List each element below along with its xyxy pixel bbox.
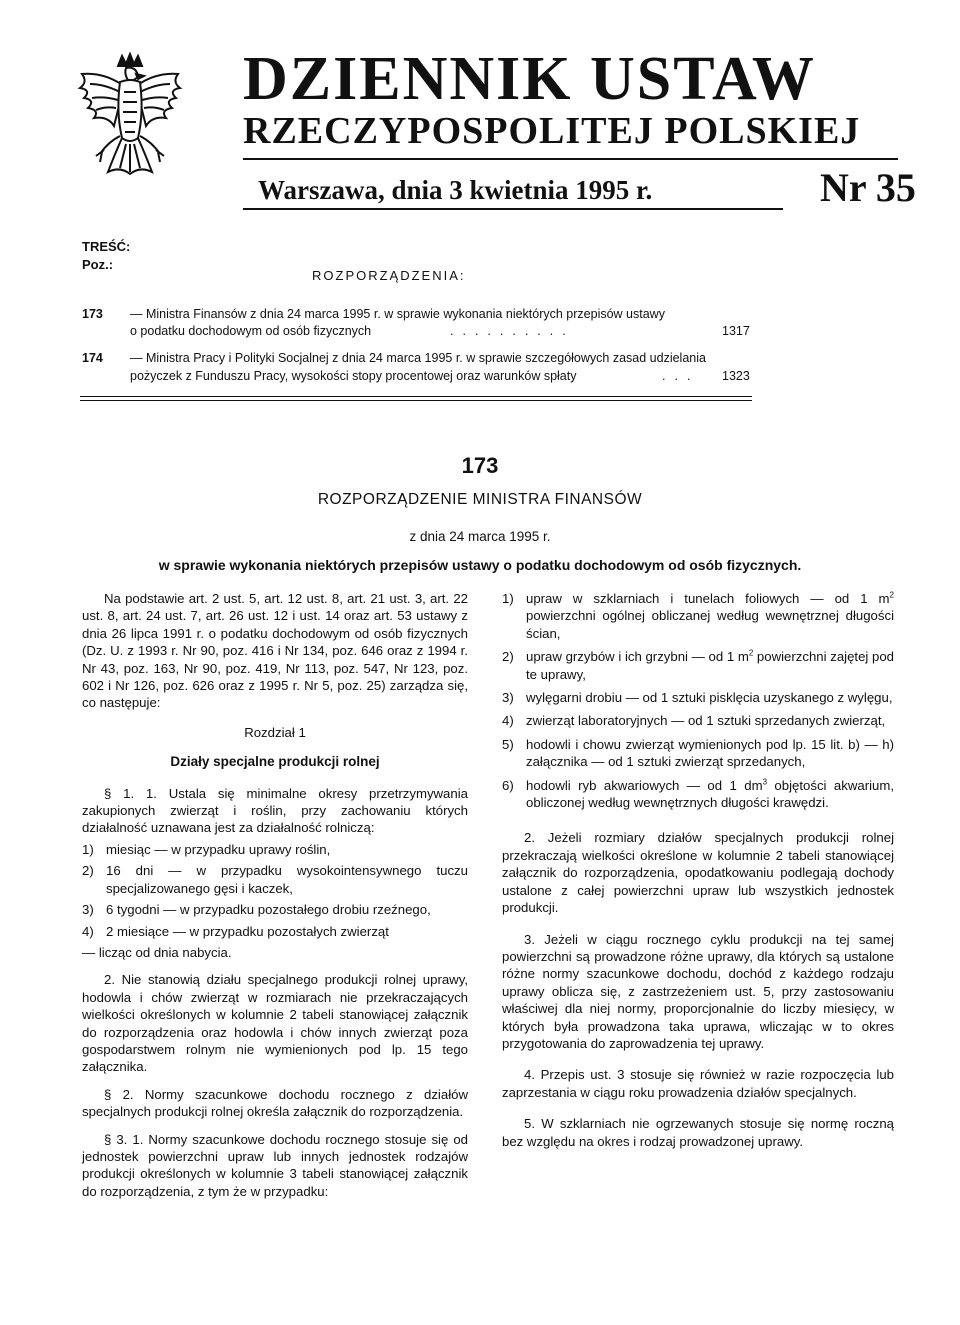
act-date: z dnia 24 marca 1995 r. (409, 529, 551, 544)
unit-exponent: 3 (762, 777, 768, 787)
entry-text-line2: pożyczek z Funduszu Pracy, wysokości stopy procentowej oraz warunków spłaty (130, 369, 577, 383)
entry-number: 174 (82, 351, 103, 365)
chapter-title: Działy specjalne produkcji rolnej (170, 754, 380, 770)
list-item-text: upraw w szklarniach i tunelach foliowych — od 1 m (526, 591, 890, 606)
list-item (502, 712, 894, 729)
list-item (502, 689, 894, 706)
entry-text-line1: — Ministra Finansów z dnia 24 marca 1995 r. w sprawie wykonania niektórych przepisów ustawy (130, 307, 665, 321)
list-item-text: wylęgarni drobiu — od 1 sztuki pisklęcia uzyskanego z wylęgu, (526, 690, 893, 706)
list-item-text-cont: powierzchni zajętej pod te uprawy, (526, 649, 895, 682)
list-item-text: miesiąc — w przypadku uprawy roślin, (106, 841, 331, 857)
right-column (502, 590, 894, 1150)
list-item-text-cont: objętości akwarium, obliczonej według wewnętrznych długości krawędzi. (526, 777, 894, 811)
list-item-number: 5) (502, 736, 514, 752)
list-item (82, 862, 468, 897)
list-item (82, 901, 468, 918)
masthead-rule (243, 158, 898, 160)
paragraph-4: 4. Przepis ust. 3 stosuje się również w razie rozpoczęcia lub zaprzestania w ciągu roku prowadzenia działów specjalnych. (502, 1067, 894, 1100)
list-item-text: upraw grzybów i ich grzybni — od 1 m (526, 649, 749, 665)
entry-leader-dots: .......... (450, 324, 575, 338)
list-item (502, 648, 894, 683)
list-item-number: 2) (82, 863, 94, 879)
list-item-number: 4) (502, 713, 514, 729)
entry-number: 173 (82, 307, 103, 321)
list-item (502, 777, 894, 812)
act-subject: w sprawie wykonania niektórych przepisów ustawy o podatku dochodowym od osób fizycznych. (158, 557, 802, 573)
chapter-number: Rozdział 1 (244, 724, 306, 740)
list-item (502, 736, 894, 771)
list-item (502, 590, 894, 642)
list-item-number: 1) (502, 591, 514, 606)
list-item-text: 2 miesiące — w przypadku pozostałych zwierząt (106, 923, 389, 939)
left-column (82, 590, 468, 1200)
preamble: Na podstawie art. 2 ust. 5, art. 12 ust. 8, art. 21 ust. 3, art. 22 ust. 8, art. 24 ust. 7, art. 26 ust. 12 i ust. 14 oraz art. 53 ustawy z dnia 26 lipca 1991 r. o podatku dochodowym od osób fizycznych (Dz. U. z 1993 r. Nr 90, poz. 416 i Nr 134, poz. 646 oraz z 1994 r. Nr 43, poz. 163, Nr 90, poz. 419, Nr 113, poz. 547, Nr 123, poz. 602 i Nr 126, poz. 626 oraz z 1995 r. Nr 5, poz. 25) zarządza się, co następuje: (82, 591, 468, 711)
list-item-number: 1) (82, 841, 94, 857)
list-item-number: 3) (82, 902, 94, 918)
list-item-text-cont: powierzchni ogólnej obliczanej według wewnętrznej długości ścian, (526, 608, 894, 641)
act-title: ROZPORZĄDZENIE MINISTRA FINANSÓW (317, 491, 643, 508)
paragraph-5: 5. W szklarniach nie ogrzewanych stosuje się normę roczną bez względu na okres i rodzaj prowadzonej uprawy. (502, 1116, 894, 1149)
list-item-text: 16 dni — w przypadku wysokointensywnego tuczu specjalizowanego gęsi i kaczek, (106, 863, 468, 896)
list-item-text: zwierząt laboratoryjnych — od 1 sztuki sprzedanych zwierząt, (526, 713, 886, 729)
position-label: Poz.: (82, 257, 114, 272)
list-item-text: hodowli i chowu zwierząt wymienionych pod lp. 15 lit. b) — h) załącznika — od 1 sztuki zwierząt sprzedanych, (526, 736, 894, 770)
list-item-number: 4) (82, 923, 94, 939)
list-item-number: 3) (502, 690, 514, 706)
paragraph-1: § 1. 1. Ustala się minimalne okresy przetrzymywania zakupionych zwierząt i roślin, przy zachowaniu których działalność uznawana jest za działalność rolniczą: (82, 785, 468, 836)
polish-eagle-emblem (74, 52, 186, 190)
journal-subtitle: RZECZYPOSPOLITEJ POLSKIEJ (243, 110, 861, 152)
contents-double-rule-top (80, 396, 752, 397)
list-item-number: 6) (502, 777, 514, 793)
entry-page: 1323 (722, 369, 750, 383)
entry-text-line1: — Ministra Pracy i Polityki Socjalnej z dnia 24 marca 1995 r. w sprawie szczegółowych zasad udzielania (130, 351, 706, 365)
contents-heading: TREŚĆ: (82, 239, 131, 254)
paragraph-2: 2. Nie stanowią działu specjalnego produkcji rolnej uprawy, hodowla i chów zwierząt w rozmiarach nie przekraczających wielkości określonych w kolumnie 2 tabeli stanowiącej załącznik do rozporządzenia oraz hodowla i chów innych zwierząt poza gospodarstwem rolnym nie wymienionych pod lp. 15 tego załącznika. (82, 972, 468, 1075)
paragraph-3: § 2. Normy szacunkowe dochodu rocznego z działów specjalnych produkcji rolnej określa załącznik do rozporządzenia. (82, 1086, 468, 1120)
contents-double-rule-bottom (80, 400, 752, 401)
journal-title: DZIENNIK USTAW (243, 45, 816, 113)
issue-date: Warszawa, dnia 3 kwietnia 1995 r. (258, 175, 653, 205)
issue-number: Nr 35 (820, 165, 916, 210)
entry-text-line2: o podatku dochodowym od osób fizycznych (130, 324, 372, 338)
list-item-text: 6 tygodni — w przypadku pozostałego drobiu rzeźnego, (106, 902, 431, 918)
entry-page: 1317 (722, 324, 750, 338)
contents-section-title: ROZPORZĄDZENIA: (312, 268, 466, 283)
list-item-number: 2) (502, 649, 514, 665)
unit-exponent: 2 (889, 590, 894, 600)
act-number: 173 (461, 453, 499, 478)
list-item-text: hodowli ryb akwariowych — od 1 dm (526, 777, 763, 793)
date-underline (243, 208, 783, 210)
paragraph-2: 2. Jeżeli rozmiary działów specjalnych produkcji rolnej przekraczają wielkości określone w kolumnie 2 tabeli stanowiącej załącznik do rozporządzenia, opodatkowaniu podlegają dochody ustalone z całej powierzchni upraw lub wszystkich jednostek produkcji. (502, 830, 894, 916)
entry-leader-dots: ... (662, 369, 700, 383)
list-item (82, 923, 468, 940)
unit-exponent: 2 (748, 648, 754, 658)
paragraph-3: 3. Jeżeli w ciągu rocznego cyklu produkcji na tej samej powierzchni są prowadzone różne uprawy, dla których są ustalone różne normy szacunkowe dochodu, dochód z każdego rodzaju uprawy oblicza się, z zastrzeżeniem ust. 5, przy zastosowaniu właściwej dla niej normy, proporcjonalnie do liczby miesięcy, w których była prowadzona taka uprawa, wliczając w to okres przygotowania do zaprowadzenia tej uprawy. (502, 931, 894, 1051)
list-tail: — licząc od dnia nabycia. (82, 944, 232, 960)
list-item (82, 841, 468, 858)
paragraph-4: § 3. 1. Normy szacunkowe dochodu rocznego stosuje się od jednostek powierzchni upraw lub innych jednostek rodzajów produkcji określonych w kolumnie 3 tabeli stanowiącej załącznik do rozporządzenia, z tym że w przypadku: (82, 1131, 468, 1199)
